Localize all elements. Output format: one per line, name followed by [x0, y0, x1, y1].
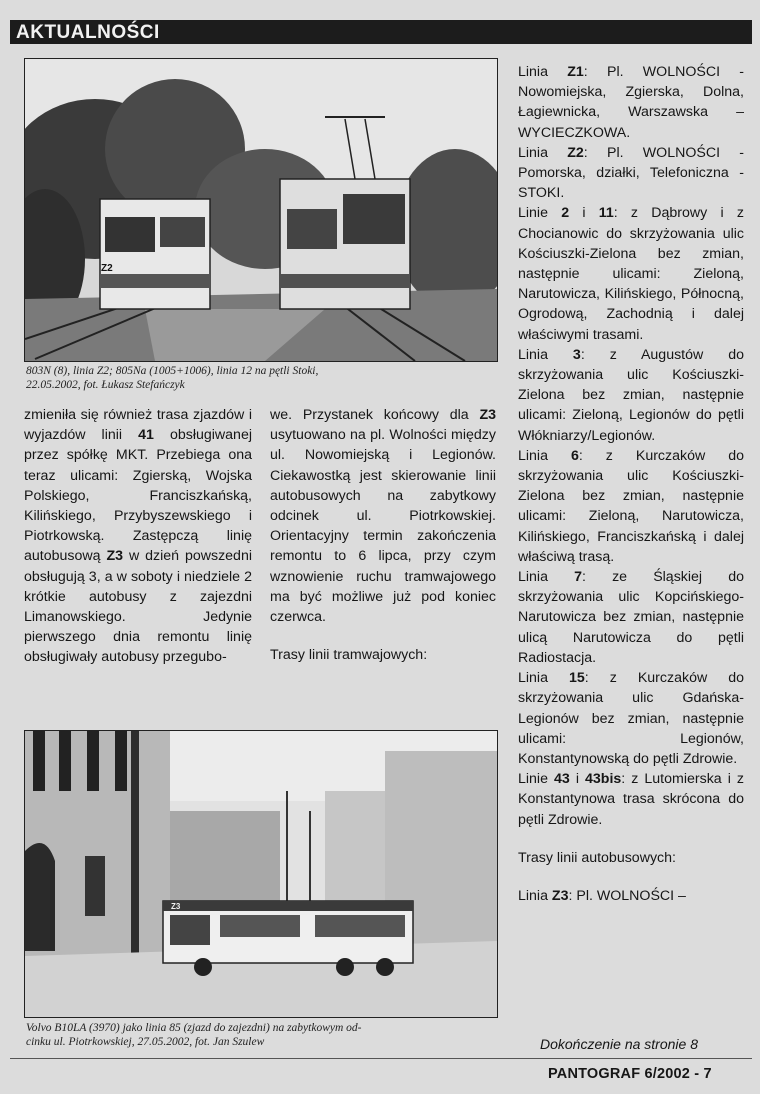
photo1-caption-line2: 22.05.2002, fot. Łukasz Stefańczyk: [26, 379, 185, 391]
route-z3-text: : Pl. WOLNOŚCI –: [568, 887, 686, 904]
footer-rule: [10, 1058, 752, 1059]
col1-text-1: zmieniła się również trasa zjazdów i wyjazdów linii: [24, 407, 252, 444]
tram-routes-heading: Trasy linii tramwajowych:: [270, 647, 428, 664]
article-column-1: [24, 405, 252, 668]
article-column-3: [518, 62, 744, 906]
bus-routes-heading: Trasy linii autobusowych:: [518, 849, 676, 866]
route-3-text: : z Augustów do skrzyżowania ulic Kościuszki-Zielona bez zmian, następnie ulicami: Zieloną, Legionów do pętli Włókniarzy/Legionów.: [518, 346, 744, 444]
photo-bus: [24, 730, 498, 1018]
col2-text-2: usytuowano na pl. Wolności między ul. Nowomiejską i Legionów. Ciekawostką jest skierowanie linii autobusowych na zabytkowy odcinek ul. Piotrkowskiej. Orientacyjny termin zakończenia remontu to 6 lipca, przy czym wznowienie ruchu tramwajowego ma być możliwe już pod koniec czerwca.: [270, 427, 496, 626]
continued-note: Dokończenie na stronie 8: [540, 1036, 698, 1052]
route-z1-text: : Pl. WOLNOŚCI - Nowomiejska, Zgierska, Dolna, Łagiewnicka, Warszawska – WYCIECZKOWA.: [518, 64, 745, 141]
route-z2-number: Z2: [567, 144, 584, 161]
photo2-caption-line1: Volvo B10LA (3970) jako linia 85 (zjazd do zajezdni) na zabytkowym od-: [26, 1022, 362, 1034]
photo2-caption: [26, 1021, 506, 1049]
route-43: [518, 769, 744, 830]
col2-text-1: we. Przystanek końcowy dla: [270, 407, 480, 423]
section-title: AKTUALNOŚCI: [16, 22, 160, 43]
photo1-caption: [26, 364, 496, 392]
tram-left-label: Z2: [101, 263, 113, 274]
route-z1-number: Z1: [567, 64, 584, 80]
route-15-prefix: Linia: [518, 670, 569, 687]
route-6-text: : z Kurczaków do skrzyżowania ulic Kościuszki-Zielona bez zmian, następnie ulicami: Zieloną, Narutowicza, Kilińskiego, Franciszkańską i dalej właściwą trasą.: [518, 447, 745, 565]
route-43-number: 43: [554, 771, 570, 788]
route-43-text: : z Lutomierska i z Konstantynowa trasa skrócona do pętli Zdrowie.: [518, 771, 744, 828]
col1-bold-1: 41: [138, 427, 154, 444]
col1-bold-2: Z3: [106, 548, 124, 565]
route-7-prefix: Linia: [518, 569, 575, 586]
col2-paragraph: [270, 405, 496, 627]
bus-route-label: Z3: [171, 902, 181, 911]
route-6-number: 6: [570, 447, 579, 464]
route-2-number: 2: [561, 205, 570, 222]
route-z3: [518, 886, 744, 906]
route-2-11: [518, 203, 744, 344]
route-z3-prefix: Linia: [518, 887, 552, 904]
route-2-prefix: Linie: [518, 205, 562, 222]
section-header-bar: [10, 20, 752, 44]
route-15-number: 15: [568, 670, 585, 687]
route-7: [518, 567, 744, 668]
route-2-and: i: [569, 205, 599, 222]
route-6: [518, 446, 744, 567]
route-15: [518, 668, 744, 769]
route-z3-number: Z3: [551, 887, 569, 904]
col1-text-2: obsługiwanej przez spółkę MKT. Przebiega ona teraz ulicami: Zgierską, Wojska Polskiego, Franciszkańską, Kilińskiego, Przybyszewskiego i Piotrkowską. Zastępczą linię autobusową: [24, 427, 252, 565]
article-column-2: [270, 405, 496, 665]
photo-trams: [24, 58, 498, 362]
route-z1-prefix: Linia: [518, 64, 568, 80]
route-43-and: i: [569, 771, 586, 788]
route-7-text: : ze Śląskiej do skrzyżowania ulic Kopcińskiego-Narutowicza bez zmian, następnie ulicą Narutowicza do pętli Radiostacja.: [518, 569, 744, 666]
route-43bis-number: 43bis: [585, 771, 622, 788]
route-7-number: 7: [574, 569, 582, 586]
route-z1: [518, 62, 744, 143]
route-3-prefix: Linia: [518, 346, 573, 363]
page-footer: PANTOGRAF 6/2002 - 7: [548, 1066, 712, 1082]
photo2-caption-line2: cinku ul. Piotrkowskiej, 27.05.2002, fot. Jan Szulew: [26, 1036, 265, 1048]
route-3: [518, 345, 744, 446]
route-2-11-text: : z Dąbrowy i z Chocianowic do skrzyżowania ulic Kościuszki-Zielona bez zmian, następnie ulicami: Zieloną, Narutowicza, Kilińskiego, Północną, Ogrodową, Zachodnią i dalej właściwymi trasami.: [518, 205, 744, 343]
route-6-prefix: Linia: [518, 447, 571, 464]
route-z2: [518, 143, 744, 204]
photo1-caption-line1: 803N (8), linia Z2; 805Na (1005+1006), linia 12 na pętli Stoki,: [26, 365, 319, 377]
route-15-text: : z Kurczaków do skrzyżowania ulic Gdańska-Legionów bez zmian, następnie ulicami: Legionów, Konstantynowską do pętli Zdrowie.: [518, 670, 744, 767]
route-z2-prefix: Linia: [518, 144, 568, 161]
col1-paragraph: [24, 405, 252, 668]
col2-bold-1: Z3: [479, 407, 496, 423]
route-3-number: 3: [572, 346, 581, 363]
route-z2-text: : Pl. WOLNOŚCI - Pomorska, działki, Telefoniczna - STOKI.: [518, 144, 745, 202]
route-43-prefix: Linie: [518, 771, 555, 788]
col1-text-3: w dzień powszedni obsługują 3, a w soboty i niedziele 2 krótkie autobusy z zajezdni Limanowskiego. Jedynie pierwszego dnia remontu linię obsługiwały autobusy przegubo-: [24, 548, 252, 666]
route-11-number: 11: [598, 205, 614, 222]
